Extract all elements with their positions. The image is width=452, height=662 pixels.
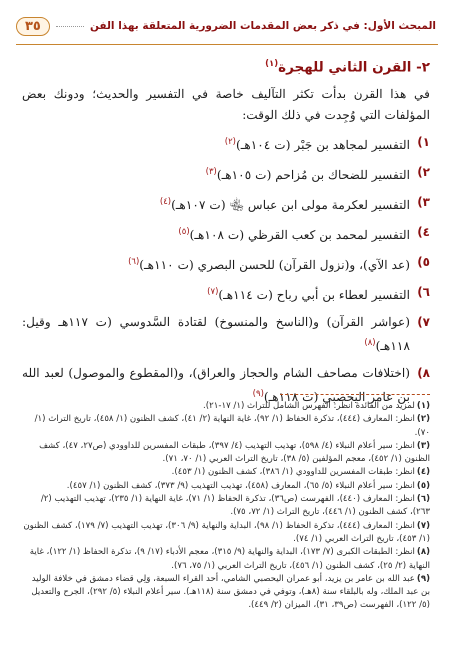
- item-text: (اختلافات مصاحف الشام والحجاز والعراق)، و(المقطوع والموصول) لعبد الله بن عامر اليحصبي (ت ١١٨هـ): [22, 365, 410, 404]
- item-number: ١): [417, 134, 430, 149]
- item-text: التفسير للضحاك بن مُزاحم (ت ١٠٥هـ): [216, 167, 410, 182]
- footnote-number: (٧): [416, 520, 430, 531]
- footnote: [22, 400, 430, 413]
- footnote-number: (١): [416, 401, 430, 411]
- footnote: [22, 440, 430, 467]
- footnote: [22, 546, 430, 573]
- footnote-text: انظر: المعارف (٤٤٤)، تذكرة الحفاظ (١/ ٩٨)، البداية والنهاية (٩/ ٣٠٦)، تهذيب التهذيب (٧/ ١٧٩)، كشف الظنون (١/ ٤٥٣)، تاريخ التراث العربي (١/ ٧٤).: [23, 520, 430, 544]
- page-number: ٣٥: [16, 17, 50, 36]
- footnotes: [22, 400, 430, 613]
- intro-paragraph: في هذا القرن بدأت تكثر التآليف خاصة في التفسير والحديث؛ ودونك بعض المؤلفات التي وُجِدت في ذلك الوقت:: [22, 86, 430, 122]
- footnote-number: (٦): [416, 494, 430, 505]
- running-title: المبحث الأول: في ذكر بعض المقدمات الضرورية المتعلقة بهذا الفن: [89, 20, 436, 32]
- page-header: [16, 10, 438, 42]
- footnote-ref: (٦): [128, 256, 140, 267]
- footnote-ref: (٣): [205, 166, 217, 177]
- footnote: [22, 466, 430, 479]
- header-rule: [16, 44, 438, 45]
- section-heading: [22, 54, 430, 78]
- footnote-text: انظر: المعارف (٤٤٠)، الفهرست (ص٣٦)، تذكرة الحفاظ (١/ ٧١)، غاية النهاية (١/ ٢٣٥)، تهذيب التهذيب (٢/ ٢٦٣)، كشف الظنون (١/ ٤٤٦)، تاريخ التراث (١/ ٧٢، ٧٥).: [40, 494, 430, 518]
- item-text: التفسير لعطاء بن أبي رباح (ت ١١٤هـ): [218, 287, 410, 302]
- header-ornament: [56, 26, 84, 27]
- footnote-separator: [280, 394, 430, 395]
- item-text: (عواشر القرآن) و(الناسخ والمنسوخ) لقتادة السَّدوسي (ت ١١٧هـ وقيل: ١١٨هـ): [22, 314, 410, 353]
- list-item: [22, 282, 430, 306]
- footnote: [22, 493, 430, 520]
- list-item: [22, 192, 430, 216]
- item-number: ٧): [417, 314, 430, 329]
- footnote-number: (٩): [416, 573, 430, 584]
- item-number: ٢): [417, 164, 430, 179]
- item-number: ٤): [417, 224, 430, 239]
- item-text: التفسير لمحمد بن كعب القرظي (ت ١٠٨هـ): [189, 227, 410, 242]
- footnote-ref: (٤): [159, 196, 172, 207]
- footnote: [22, 480, 430, 493]
- footnote: [22, 413, 430, 440]
- footnote-text: عبد الله بن عامر بن يزيد، أبو عمران اليحصبي الشامي، أحد القراء السبعة، وَلِي قضاء دمشق في خلافة الوليد بن عبد الملك، وله بالبلقاء سنة (٨هـ)، وتوفي في دمشق سنة (١١٨هـ). سير أعلام النبلاء (٥/ ٢٩٢)، الجرح والتعديل (٥/ ١٢٢)، الفهرست (ص٣٩، ٣١)، الميزان (٢/ ٤٤٩).: [31, 573, 430, 611]
- footnote-text: انظر: سير أعلام النبلاء (٥/ ٦٥)، المعارف (٤٥٨)، تهذيب التهذيب (٩/ ٣٧٣)، كشف الظنون (١/ ٤٥٧).: [66, 480, 415, 491]
- footnote-text: انظر: سير أعلام النبلاء (٤/ ٥٩٨)، تهذيب التهذيب (٤/ ٣٩٧)، طبقات المفسرين للداوودي (ص٢٧، ٤٧)، كشف الظنون (١/ ٤٥٢)، معجم المؤلفين (٥/ ٣٨)، تاريخ التراث العربي (١/ ٧٠، ٧١).: [39, 440, 430, 465]
- footnote: [22, 573, 430, 613]
- footnote-number: (٥): [416, 480, 430, 491]
- list-item: [22, 222, 430, 246]
- footnote-text: انظر: المعارف (٤٤٤)، تذكرة الحفاظ (١/ ٩٢)، غاية النهاية (٢/ ٤١)، كشف الظنون (١/ ٤٥٨)، تاريخ التراث (١/ ٧٠).: [34, 414, 430, 438]
- list-item: [22, 312, 430, 357]
- footnote-ref: (١): [265, 59, 279, 69]
- item-number: ٨): [417, 365, 430, 380]
- item-text: التفسير لعكرمة مولى ابن عباس ﵄ (ت ١٠٧هـ): [171, 197, 410, 212]
- list-item: [22, 162, 430, 186]
- item-text: التفسير لمجاهد بن جَبْر (ت ١٠٤هـ): [236, 137, 410, 152]
- list-item: [22, 132, 430, 156]
- footnote-ref: (٨): [364, 337, 376, 348]
- item-number: ٣): [417, 194, 430, 209]
- works-list: [22, 132, 430, 409]
- footnote-ref: (٧): [207, 286, 219, 297]
- footnote-ref: (٢): [224, 136, 236, 147]
- footnote: [22, 520, 430, 547]
- section-heading-text: ٢- القرن الثاني للهجرة: [278, 59, 430, 76]
- main-content: [22, 54, 430, 414]
- item-text: (عد الآي)، و(نزول القرآن) للحسن البصري (ت ١١٠هـ): [139, 257, 410, 272]
- item-number: ٦): [417, 284, 430, 299]
- footnote-text: انظر: الطبقات الكبرى (٧/ ١٧٣)، البداية والنهاية (٩/ ٣١٥)، معجم الأدباء (١٧/ ٩)، تذكرة الحفاظ (١/ ١٢٢)، غاية النهاية (٢/ ٢٥)، كشف الظنون (١/ ٤٥٦)، تاريخ التراث العربي (١/ ٧٥، ٧٦).: [29, 547, 430, 571]
- footnote-ref: (٩): [252, 388, 264, 399]
- footnote-number: (٢): [416, 414, 430, 425]
- footnote-number: (٨): [416, 547, 430, 558]
- footnote-ref: (٥): [178, 226, 190, 237]
- item-number: ٥): [417, 254, 430, 269]
- footnote-number: (٣): [416, 440, 430, 451]
- footnote-number: (٤): [416, 467, 430, 478]
- list-item: [22, 252, 430, 276]
- footnote-text: انظر: طبقات المفسرين للداوودي (١/ ٣٨٦)، كشف الظنون (١/ ٤٥٣).: [171, 467, 415, 478]
- footnote-text: لمزيد من الفائدة انظر: الفهرس الشامل للتراث (١/ ١٧-٢١).: [203, 401, 415, 411]
